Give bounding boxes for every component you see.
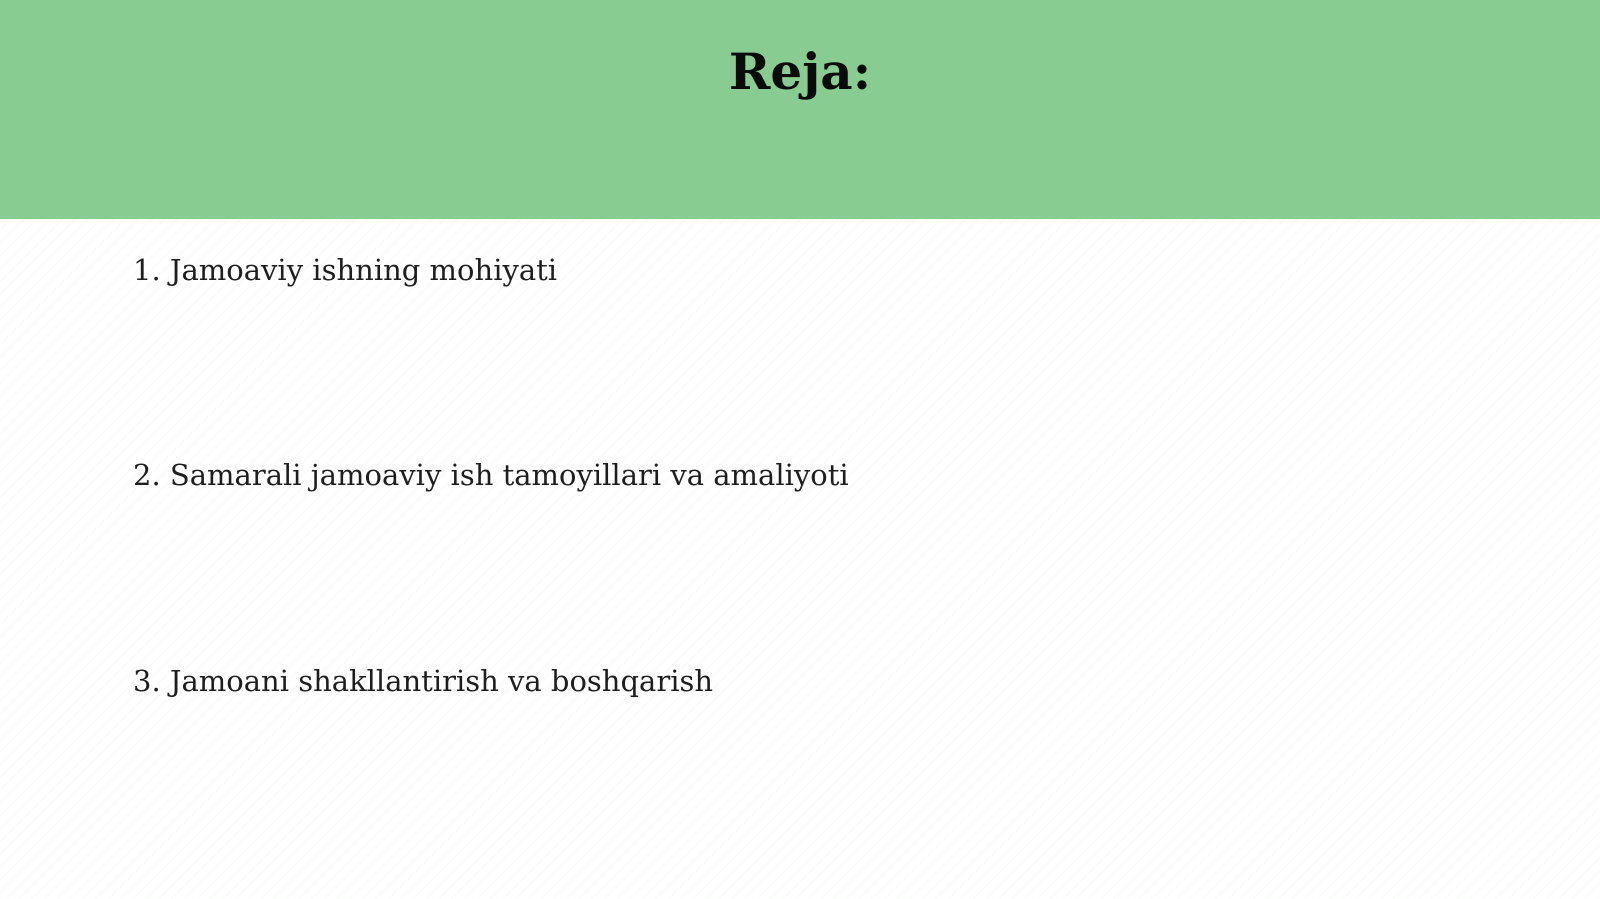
plan-item-3: 3. Jamoani shakllantirish va boshqarish: [133, 664, 714, 698]
plan-item-1: 1. Jamoaviy ishning mohiyati: [133, 253, 558, 287]
plan-item-2: 2. Samarali jamoaviy ish tamoyillari va amaliyoti: [133, 458, 849, 492]
slide-title: Reja:: [728, 42, 872, 101]
